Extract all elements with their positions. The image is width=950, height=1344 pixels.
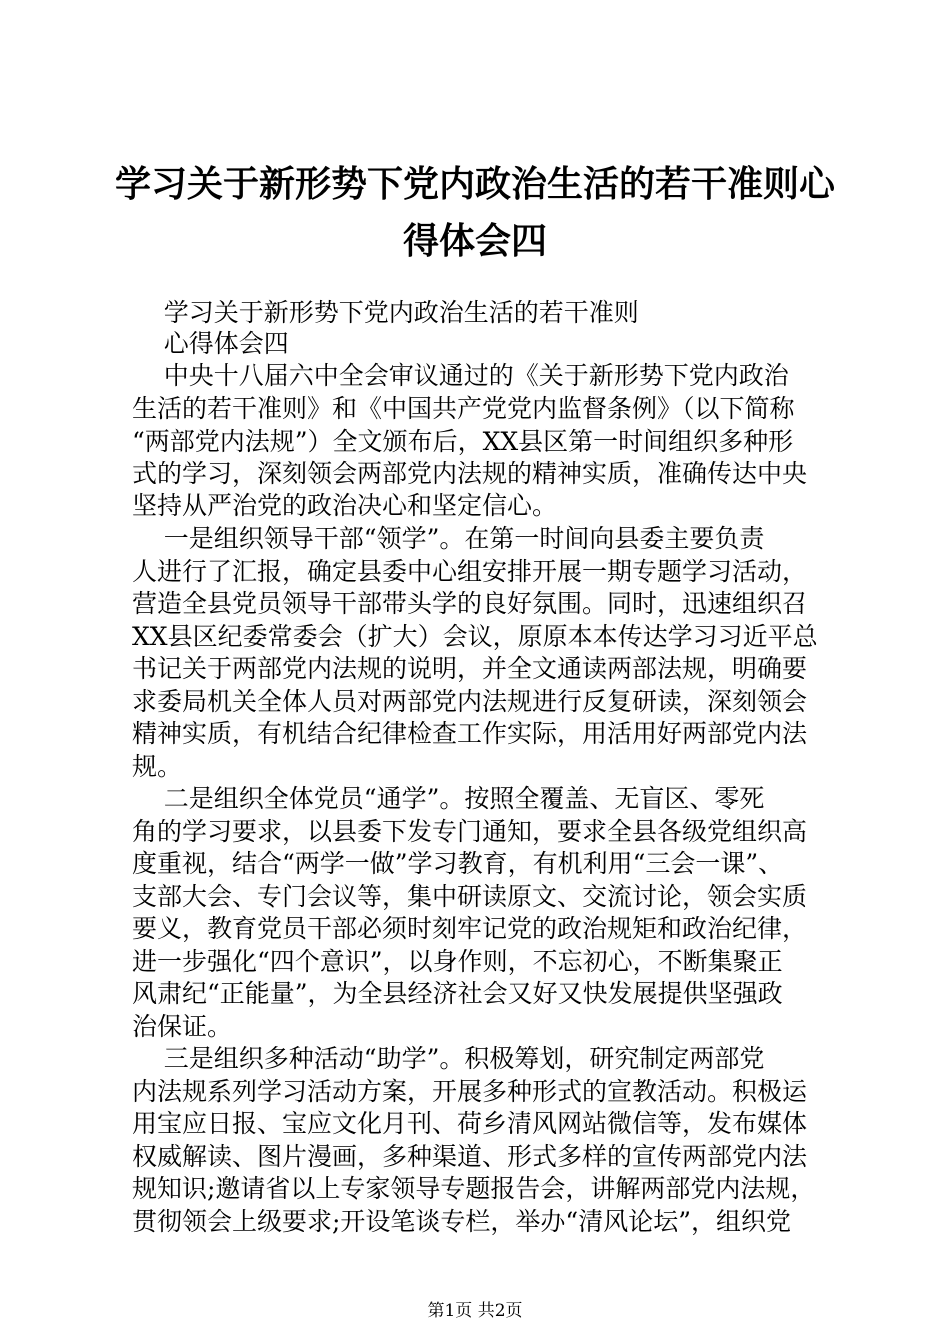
body-line: 贯彻领会上级要求;开设笔谈专栏，举办“清风论坛”，组织党 <box>132 1207 791 1236</box>
body-line: 求委局机关全体人员对两部党内法规进行反复研读，深刻领会 <box>132 687 808 716</box>
page-footer: 第1页 共2页 <box>427 1301 523 1321</box>
document-title-line-1: 学习关于新形势下党内政治生活的若干准则心 <box>114 163 835 205</box>
body-line: 角的学习要求，以县委下发专门通知，要求全县各级党组织高 <box>132 817 808 846</box>
body-line: 规。 <box>132 752 183 781</box>
body-line: 要义，教育党员干部必须时刻牢记党的政治规矩和政治纪律， <box>132 914 808 943</box>
body-line: 心得体会四 <box>132 329 289 358</box>
body-line: 中央十八届六中全会审议通过的《关于新形势下党内政治 <box>132 361 789 390</box>
body-line: 三是组织多种活动“助学”。积极筹划，研究制定两部党 <box>132 1044 765 1073</box>
body-line: 治保证。 <box>132 1012 233 1041</box>
body-line: XX县区纪委常委会（扩大）会议，原原本本传达学习习近平总 <box>132 622 818 651</box>
body-line: 学习关于新形势下党内政治生活的若干准则 <box>132 298 639 327</box>
body-line: 进一步强化“四个意识”，以身作则，不忘初心，不断集聚正 <box>132 947 783 976</box>
body-line: 权威解读、图片漫画，多种渠道、形式多样的宣传两部党内法 <box>132 1142 808 1171</box>
document-title-line-2: 得体会四 <box>402 220 547 262</box>
body-line: 精神实质，有机结合纪律检查工作实际，用活用好两部党内法 <box>132 719 808 748</box>
body-line: 风肃纪“正能量”，为全县经济社会又好又快发展提供坚强政 <box>132 979 783 1008</box>
body-line: 式的学习，深刻领会两部党内法规的精神实质，准确传达中央 <box>132 459 808 488</box>
body-line: 生活的若干准则》和《中国共产党党内监督条例》（以下简称 <box>132 394 795 423</box>
body-line: 二是组织全体党员“通学”。按照全覆盖、无盲区、零死 <box>132 784 765 813</box>
body-line: “两部党内法规”）全文颁布后，XX县区第一时间组织多种形 <box>132 427 794 456</box>
body-line: 人进行了汇报，确定县委中心组安排开展一期专题学习活动， <box>132 557 808 586</box>
body-line: 度重视，结合“两学一做”学习教育，有机利用“三会一课”、 <box>132 849 784 878</box>
body-line: 营造全县党员领导干部带头学的良好氛围。同时，迅速组织召 <box>132 589 808 618</box>
body-line: 坚持从严治党的政治决心和坚定信心。 <box>132 491 558 520</box>
body-line: 用宝应日报、宝应文化月刊、荷乡清风网站微信等，发布媒体 <box>132 1109 808 1138</box>
body-line: 支部大会、专门会议等，集中研读原文、交流讨论，领会实质 <box>132 882 808 911</box>
body-line: 一是组织领导干部“领学”。在第一时间向县委主要负责 <box>132 524 765 553</box>
body-line: 规知识;邀请省以上专家领导专题报告会，讲解两部党内法规， <box>132 1174 816 1203</box>
body-line: 书记关于两部党内法规的说明，并全文通读两部法规，明确要 <box>132 654 808 683</box>
body-line: 内法规系列学习活动方案，开展多种形式的宣教活动。积极运 <box>132 1077 808 1106</box>
